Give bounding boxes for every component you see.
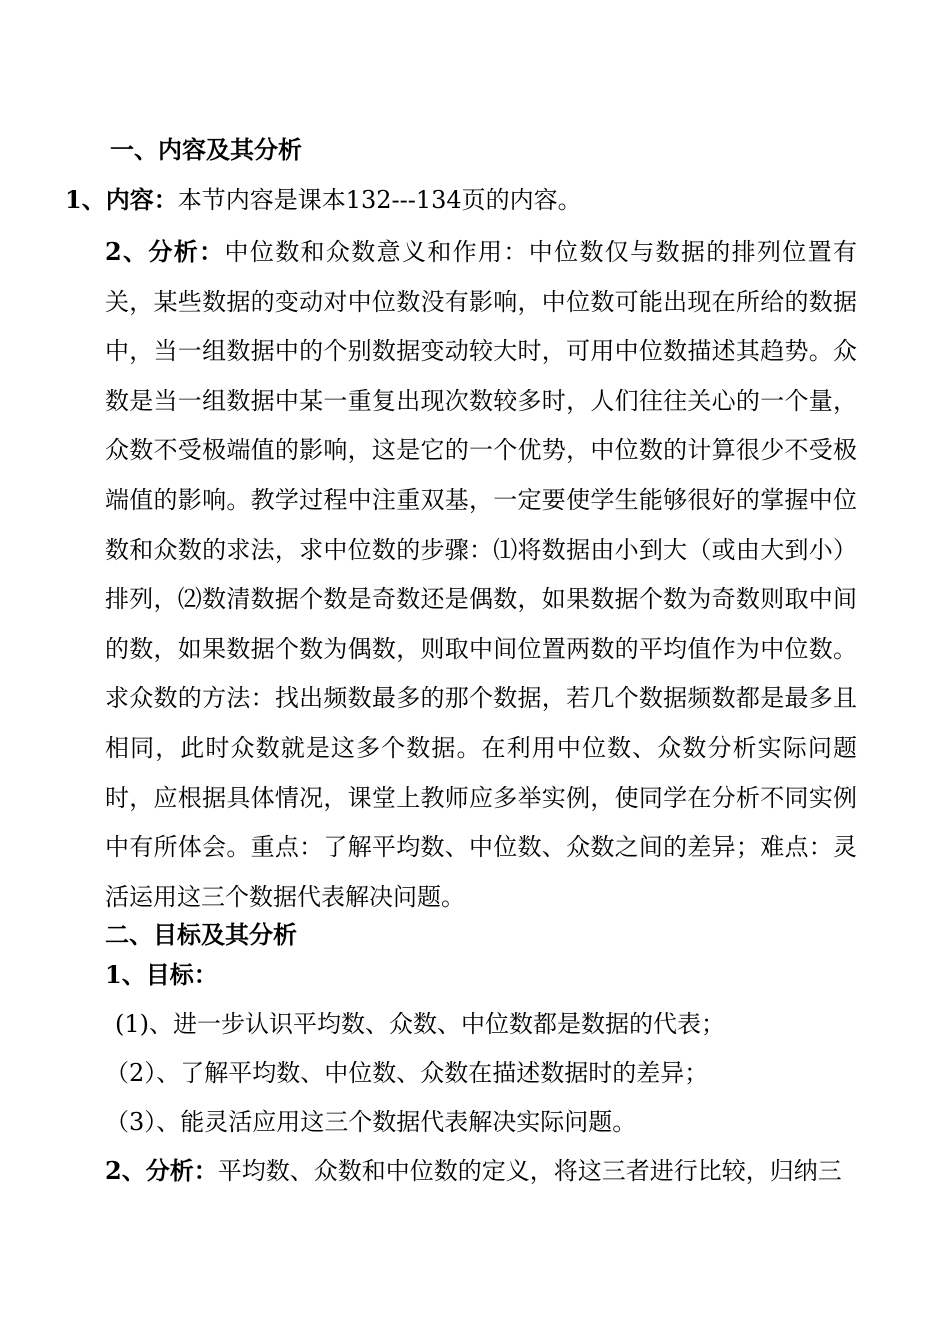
section-heading-goals: 二、目标及其分析 [105,920,297,949]
content-item-2-paragraph [105,227,857,922]
content-item-1-label: 1、内容： [65,185,178,214]
content-item-2-text: 中位数和众数意义和作用：中位数仅与数据的排列位置有关，某些数据的变动对中位数没有影响，中位数可能出现在所给的数据中，当一组数据中的个别数据变动较大时，可用中位数描述其趋势。众数是当一组数据中某一重复出现次数较多时，人们往往关心的一个量，众数不受极端值的影响，这是它的一个优势，中位数的计算很少不受极端值的影响。教学过程中注重双基，一定要使学生能够很好的掌握中位数和众数的求法，求中位数的步骤：⑴将数据由小到大（或由大到小）排列，⑵数清数据个数是奇数还是偶数，如果数据个数为奇数则取中间的数，如果数据个数为偶数，则取中间位置两数的平均值作为中位数。求众数的方法：找出频数最多的那个数据，若几个数据频数都是最多且相同，此时众数就是这多个数据。在利用中位数、众数分析实际问题时，应根据具体情况，课堂上教师应多举实例，使同学在分析不同实例中有所体会。重点：了解平均数、中位数、众数之间的差异；难点：灵活运用这三个数据代表解决问题。 [105,238,858,911]
goals-item-2-text: 平均数、众数和中位数的定义，将这三者进行比较，归纳三 [217,1157,842,1185]
content-item-2-label: 2、分析： [105,237,225,266]
goals-item-1-label: 1、目标： [105,960,218,989]
content-item-1 [65,183,582,217]
content-item-1-text: 本节内容是课本132---134页的内容。 [177,186,582,214]
goals-item-2 [105,1154,842,1188]
goals-item-2-label: 2、分析： [105,1156,218,1185]
goal-item-3: （3）、能灵活应用这三个数据代表解决实际问题。 [105,1108,637,1136]
goal-item-2: （2）、了解平均数、中位数、众数在描述数据时的差异； [105,1059,709,1087]
section-heading-content: 一、内容及其分析 [110,135,302,164]
goal-item-1: (1)、进一步认识平均数、众数、中位数都是数据的代表； [115,1010,725,1038]
